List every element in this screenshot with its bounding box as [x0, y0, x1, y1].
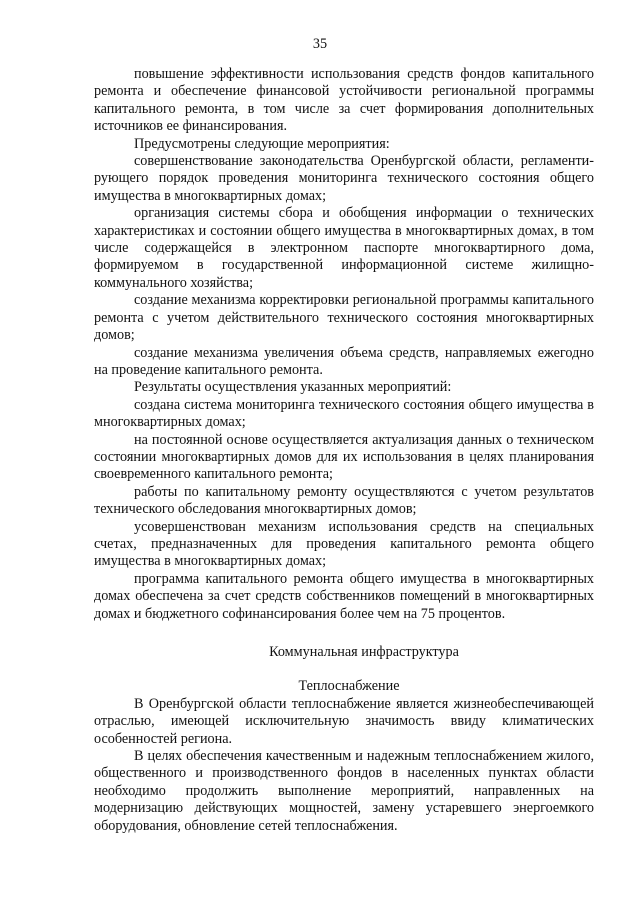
paragraph: организация системы сбора и обобщения информации о технических характеристиках и состоянии общего имущества в многоквартирных домах, в том числе содержащейся в электронном паспорте многоквартирного дома, формируемом в государственной информационной системе жилищно-коммунального хозяйства;	[94, 205, 594, 291]
paragraph: на постоянной основе осуществляется актуализация данных о техническом состоянии многоквартирных домов для их использования в целях планирования своевременного капитального ремонта;	[94, 431, 594, 483]
paragraph: совершенствование законодательства Оренбургской области, регламенти-рующего порядок проведения мониторинга технического состояния общего имущества в многоквартирных домах;	[94, 153, 594, 204]
paragraph: Результаты осуществления указанных мероприятий:	[134, 379, 452, 396]
paragraph: программа капитального ремонта общего имущества в многоквартирных домах обеспечена за счет средств собственников помещений в многоквартирных домах и бюджетного софинансирования более чем на 75 процентов.	[94, 570, 594, 622]
paragraph: Предусмотрены следующие мероприятия:	[134, 135, 390, 152]
page-body	[94, 66, 594, 835]
paragraph: усовершенствован механизм использования средств на специальных счетах, предназначенных для проведения капитального ремонта общего имущества в многоквартирных домах;	[94, 518, 594, 570]
paragraph: создание механизма корректировки региональной программы капитального ремонта с учетом действительного технического состояния многоквартирных домов;	[94, 292, 594, 344]
subsection-heading: Теплоснабжение	[298, 678, 400, 695]
page-number: 35	[312, 36, 328, 52]
section-heading: Коммунальная инфраструктура	[269, 644, 459, 660]
paragraph: В Оренбургской области теплоснабжение является жизнеобеспечивающей отраслью, имеющей исключительную значимость ввиду климатических особенностей региона.	[94, 695, 594, 747]
paragraph: В целях обеспечения качественным и надежным теплоснабжением жилого, общественного и производственного фондов в населенных пунктах области необходимо продолжить выполнение мероприятий, направленных на модернизацию действующих мощностей, замену устаревшего энергоемкого оборудования, обновление сетей теплоснабжения.	[94, 748, 594, 834]
paragraph: работы по капитальному ремонту осуществляются с учетом результатов технического обследования многоквартирных домов;	[94, 483, 594, 518]
paragraph: создание механизма увеличения объема средств, направляемых ежегодно на проведение капитального ремонта.	[94, 344, 594, 378]
paragraph: повышение эффективности использования средств фондов капитального ремонта и обеспечение финансовой устойчивости региональной программы капитального ремонта, в том числе за счет формирования дополнительных источников ее финансирования.	[94, 66, 594, 135]
paragraph: создана система мониторинга технического состояния общего имущества в многоквартирных домах;	[94, 396, 594, 431]
